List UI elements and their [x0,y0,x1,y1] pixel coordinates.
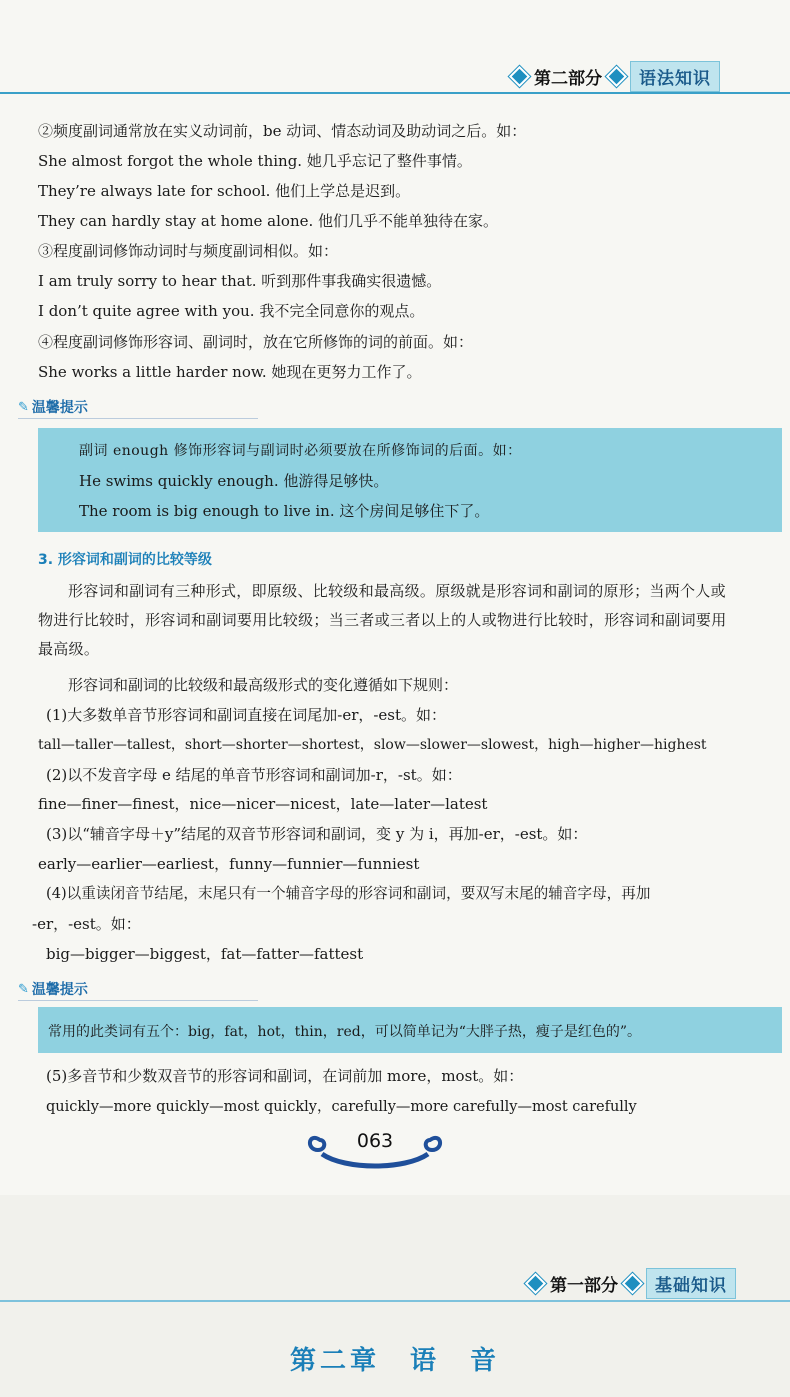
text-line: She almost forgot the whole thing. 她几乎忘记了整件事情。 [38,152,472,170]
tip-underline [18,418,258,419]
diamond-icon [622,1272,643,1293]
header-topic: 语法知识 [630,61,720,92]
tip-label [18,397,88,417]
text-line: -er，-est。如： [32,915,141,933]
text-line: 形容词和副词的比较级和最高级形式的变化遵循如下规则： [68,676,459,694]
text-line: They’re always late for school. 他们上学总是迟到。 [38,182,411,200]
header-part: 第一部分 [550,1275,618,1296]
tip-line: He swims quickly enough. 他游得足够快。 [79,472,389,490]
diamond-icon [525,1272,546,1293]
text-line: ③程度副词修饰动词时与频度副词相似。如： [38,242,339,260]
running-header [512,63,720,89]
text-line: (1)大多数单音节形容词和副词直接在词尾加-er，-est。如： [46,706,447,724]
diamond-icon [509,65,530,86]
text-line: (4)以重读闭音节结尾，末尾只有一个辅音字母的形容词和副词，要双写末尾的辅音字母，再加 [46,885,651,902]
text-line: big—bigger—biggest，fat—fatter—fattest [46,945,364,963]
tip-label-text: 温馨提示 [31,400,88,416]
pen-icon: ✎ [18,399,29,415]
diamond-icon [606,65,627,86]
chapter-title: 第二章 语 音 [289,1346,500,1376]
text-line: They can hardly stay at home alone. 他们几乎不能单独待在家。 [38,212,499,230]
header-part: 第二部分 [534,68,602,89]
text-line: tall—taller—tallest，short—shorter—shortest，slow—slower—slowest，high—higher—highest [38,737,707,753]
text-line: (2)以不发音字母 e 结尾的单音节形容词和副词加-r，-st。如： [46,766,462,784]
tip-line: The room is big enough to live in. 这个房间足够住下了。 [79,502,490,520]
text-line: ④程度副词修饰形容词、副词时，放在它所修饰的词的前面。如： [38,333,474,351]
text-line: quickly—more quickly—most quickly，carefully—more carefully—most carefully [46,1099,637,1115]
text-line: (3)以“辅音字母＋y”结尾的双音节形容词和副词，变 y 为 i，再加-er，-est。如： [46,825,588,843]
tip-label [18,979,88,999]
tip-line: 副词 enough 修饰形容词与副词时必须要放在所修饰词的后面。如： [79,443,522,459]
paragraph: 形容词和副词有三种形式，即原级、比较级和最高级。原级就是形容词和副词的原形；当两个人或物进行比较时，形容词和副词要用比较级；当三者或三者以上的人或物进行比较时，形容词和副词要用最高级。 [38,582,727,658]
running-header [528,1270,736,1296]
page-number: 063 [356,1130,394,1152]
tip-box [38,428,782,532]
section-heading: 3. 形容词和副词的比较等级 [38,552,212,568]
tip-label-text: 温馨提示 [31,982,88,998]
tip-line: 常用的此类词有五个：big，fat，hot，thin，red，可以简单记为“大胖子热，瘦子是红色的”。 [48,1024,642,1040]
tip-box [38,1007,782,1053]
pen-icon: ✎ [18,981,29,997]
text-line: fine—finer—finest，nice—nicer—nicest，late—later—latest [38,795,488,813]
text-line: She works a little harder now. 她现在更努力工作了。 [38,363,422,381]
header-topic: 基础知识 [646,1268,736,1299]
text-line: (5)多音节和少数双音节的形容词和副词，在词前加 more，most。如： [46,1067,524,1085]
text-line: ②频度副词通常放在实义动词前，be 动词、情态动词及助动词之后。如： [38,122,527,140]
text-line: I am truly sorry to hear that. 听到那件事我确实很遗憾。 [38,272,442,290]
page-number-ornament [300,1122,450,1174]
text-line: early—earlier—earliest，funny—funnier—funniest [38,855,420,873]
text-line: I don’t quite agree with you. 我不完全同意你的观点。 [38,302,425,320]
header-rule [0,92,790,94]
tip-underline [18,1000,258,1001]
header-rule [0,1300,790,1302]
